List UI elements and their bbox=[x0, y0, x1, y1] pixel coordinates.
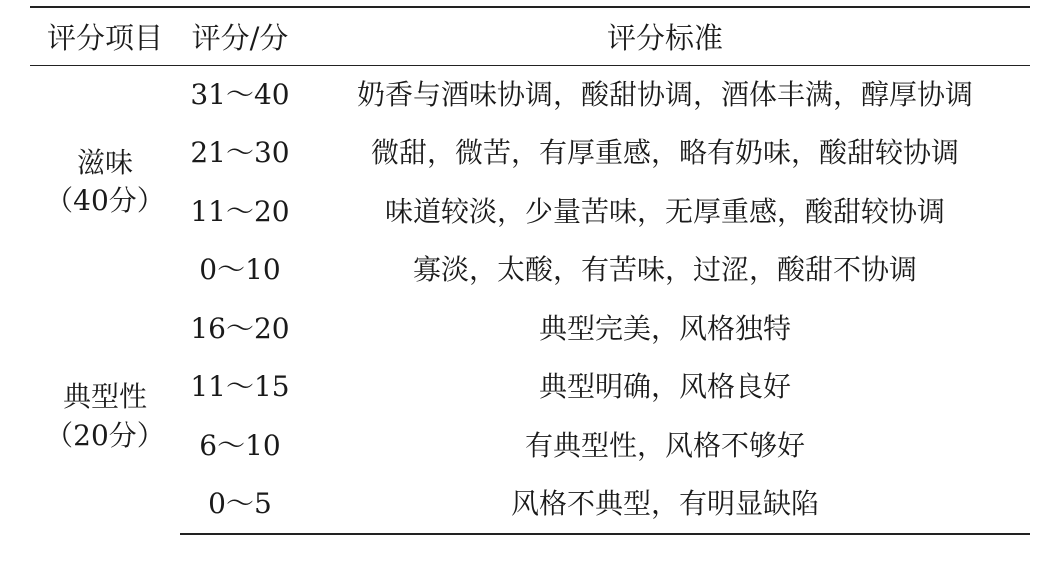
group-name: 典型性 bbox=[62, 380, 147, 414]
group-weight: （40分） bbox=[45, 184, 165, 218]
table-row bbox=[30, 475, 1030, 534]
score-range: 31～40 bbox=[190, 77, 290, 111]
criteria-text: 寡淡，太酸，有苦味，过涩，酸甜不协调 bbox=[412, 253, 917, 287]
table-row bbox=[30, 299, 1030, 358]
group-cell-typicality bbox=[30, 299, 180, 533]
criteria-text: 风格不典型，有明显缺陷 bbox=[300, 475, 1030, 534]
group-cell-taste bbox=[30, 65, 180, 299]
table-row bbox=[30, 182, 1030, 241]
criteria-text: 味道较淡，少量苦味，无厚重感，酸甜较协调 bbox=[384, 194, 945, 228]
table-row bbox=[30, 417, 1030, 476]
header-row bbox=[30, 7, 1030, 65]
criteria-text: 微甜，微苦，有厚重感，略有奶味，酸甜较协调 bbox=[370, 136, 959, 170]
score-range: 11～20 bbox=[190, 194, 290, 228]
score-range: 21～30 bbox=[190, 136, 290, 170]
table-row bbox=[30, 124, 1030, 183]
table-row bbox=[30, 241, 1030, 300]
group-weight: （20分） bbox=[45, 418, 165, 452]
score-range: 0～5 bbox=[180, 475, 300, 534]
score-range: 0～10 bbox=[199, 253, 281, 287]
criteria-text: 典型完美，风格独特 bbox=[538, 311, 791, 345]
header-item: 评分项目 bbox=[30, 7, 180, 65]
score-range: 6～10 bbox=[199, 429, 281, 463]
table-row bbox=[30, 358, 1030, 417]
scoring-table-container bbox=[30, 6, 1030, 535]
criteria-text: 典型明确，风格良好 bbox=[538, 370, 791, 404]
header-score: 评分/分 bbox=[180, 7, 300, 65]
criteria-text: 有典型性，风格不够好 bbox=[524, 429, 805, 463]
group-name: 滋味 bbox=[76, 146, 133, 180]
header-criteria: 评分标准 bbox=[300, 7, 1030, 65]
score-range: 11～15 bbox=[190, 370, 290, 404]
table-row bbox=[30, 65, 1030, 124]
criteria-text: 奶香与酒味协调，酸甜协调，酒体丰满，醇厚协调 bbox=[356, 77, 973, 111]
scoring-table bbox=[30, 6, 1030, 535]
score-range: 16～20 bbox=[190, 311, 290, 345]
